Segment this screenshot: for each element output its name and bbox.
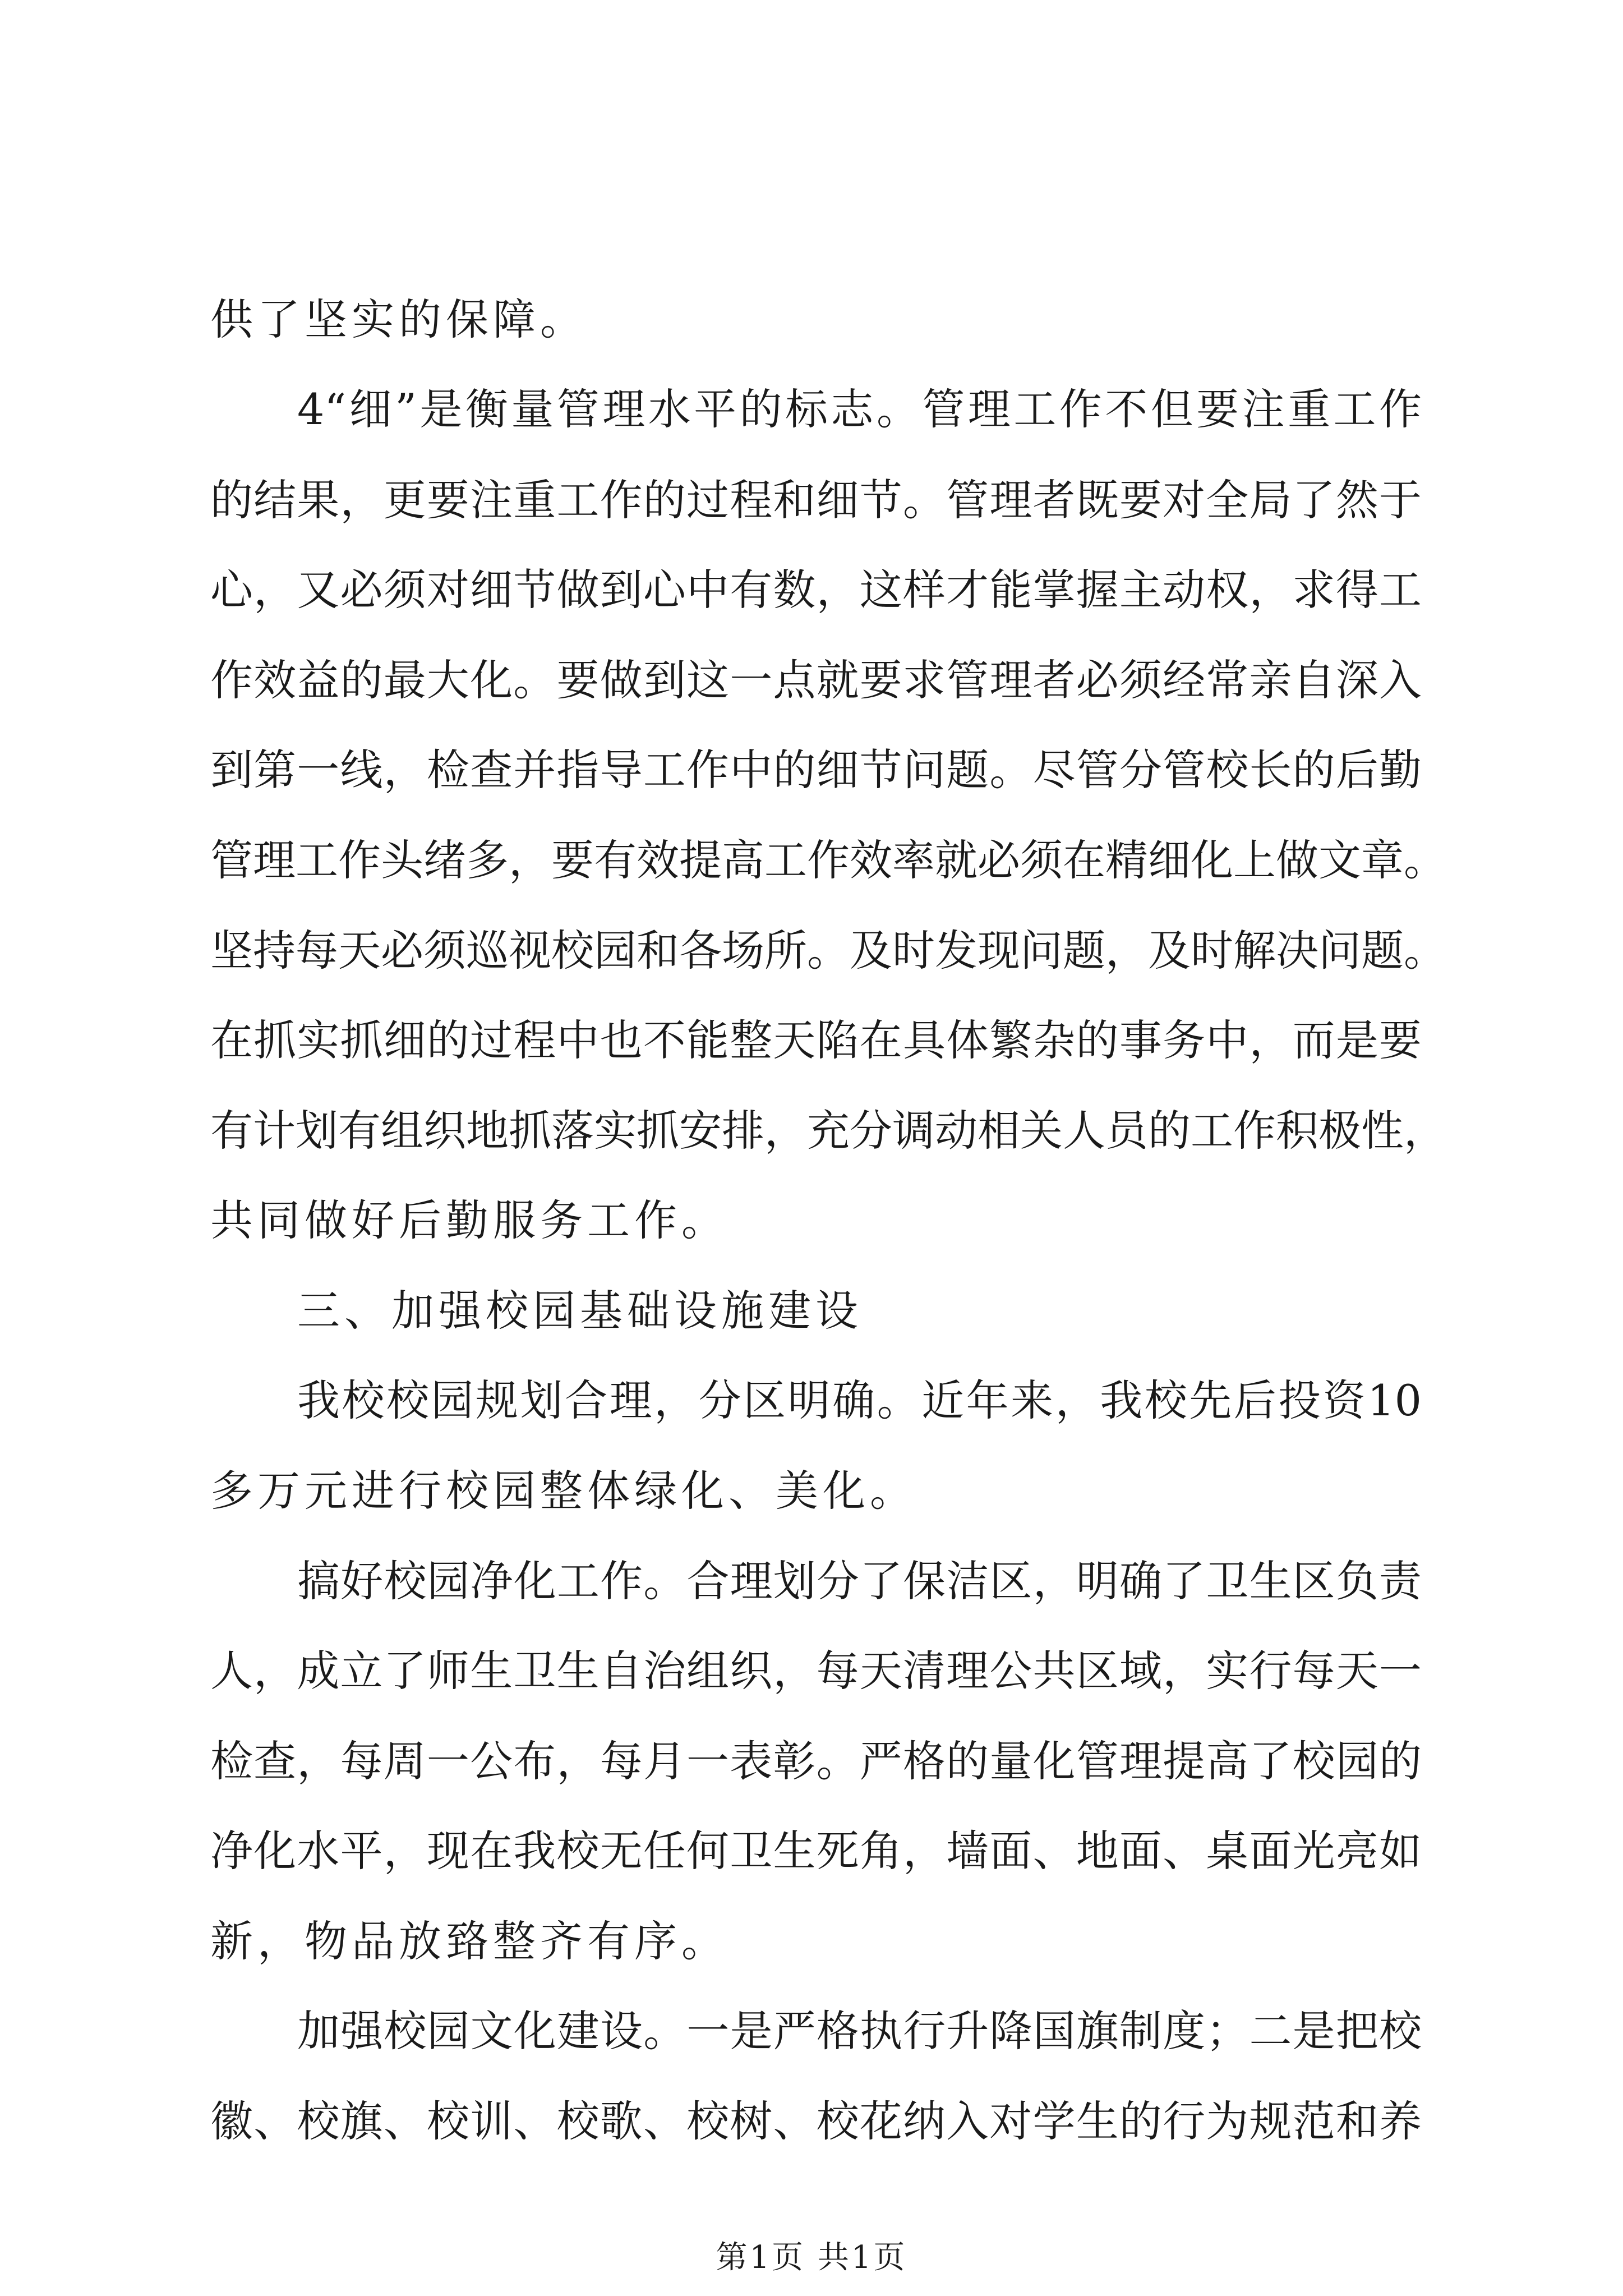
text-line-last: 徽、校旗、校训、校歌、校树、校花纳入对学生的行为规范和养: [210, 2096, 1422, 2146]
paragraph-start-line: 搞好校园净化工作。合理划分了保洁区，明确了卫生区负责: [297, 1556, 1422, 1606]
text-line: 管理工作头绪多，要有效提高工作效率就必须在精细化上做文章。: [210, 835, 1446, 885]
text-line: 坚持每天必须巡视校园和各场所。及时发现问题，及时解决问题。: [210, 926, 1446, 976]
text-line: 检查，每周一公布，每月一表彰。严格的量化管理提高了校园的: [210, 1736, 1422, 1786]
paragraph-start-line: 我校校园规划合理，分区明确。近年来，我校先后投资10: [297, 1375, 1422, 1425]
text-line: 的结果，更要注重工作的过程和细节。管理者既要对全局了然于: [210, 475, 1422, 525]
text-line: 在抓实抓细的过程中也不能整天陷在具体繁杂的事务中，而是要: [210, 1015, 1422, 1065]
text-line: 到第一线，检查并指导工作中的细节问题。尽管分管校长的后勤: [210, 745, 1422, 795]
text-line: 供了坚实的保障。: [210, 295, 587, 344]
text-line: 共同做好后勤服务工作。: [210, 1195, 728, 1245]
text-line: 作效益的最大化。要做到这一点就要求管理者必须经常亲自深入: [210, 655, 1422, 705]
page-footer: 第1页 共1页: [716, 2239, 907, 2276]
text-line: 多万元进行校园整体绿化、美化。: [210, 1466, 917, 1516]
text-line: 新，物品放臵整齐有序。: [210, 1916, 728, 1966]
text-line: 净化水平，现在我校无任何卫生死角，墙面、地面、桌面光亮如: [210, 1826, 1422, 1876]
text-line: 人，成立了师生卫生自治组织，每天清理公共区域，实行每天一: [210, 1646, 1422, 1696]
text-line: 有计划有组织地抓落实抓安排，充分调动相关人员的工作积极性，: [210, 1106, 1446, 1156]
paragraph-start-line: 加强校园文化建设。一是严格执行升降国旗制度；二是把校: [297, 2006, 1422, 2056]
section-heading: 三、加强校园基础设施建设: [297, 1286, 863, 1336]
text-line: 心，又必须对细节做到心中有数，这样才能掌握主动权，求得工: [210, 565, 1422, 615]
paragraph-start-line: 4“细”是衡量管理水平的标志。管理工作不但要注重工作: [297, 384, 1422, 434]
